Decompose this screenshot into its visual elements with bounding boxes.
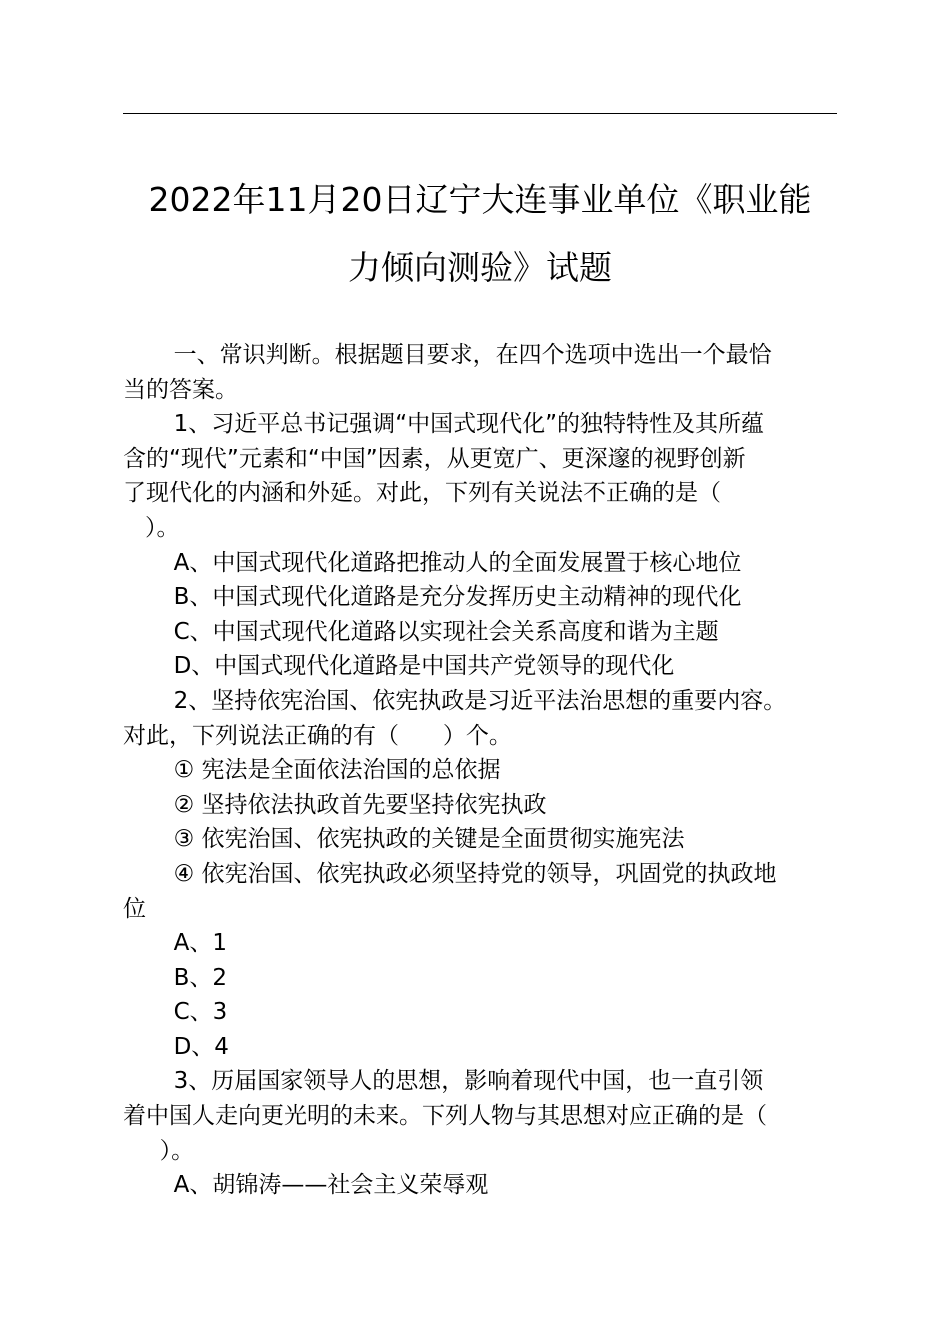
question-2-statement-4: ④ 依宪治国、依宪执政必须坚持党的领导，巩固党的执政地 bbox=[173, 860, 777, 887]
question-2-cont: 对此，下列说法正确的有（ ）个。 bbox=[123, 722, 512, 749]
section-intro-cont: 当的答案。 bbox=[123, 376, 238, 403]
question-1: 1、习近平总书记强调“中国式现代化”的独特特性及其所蕴 bbox=[173, 411, 765, 438]
question-1-option-c: C、中国式现代化道路以实现社会关系高度和谐为主题 bbox=[173, 618, 719, 645]
question-2-statement-1: ① 宪法是全面依法治国的总依据 bbox=[173, 757, 501, 784]
question-2-option-a: A、1 bbox=[173, 930, 227, 957]
question-1-option-d: D、中国式现代化道路是中国共产党领导的现代化 bbox=[173, 653, 675, 680]
question-3: 3、历届国家领导人的思想，影响着现代中国，也一直引领 bbox=[173, 1068, 764, 1095]
question-1-cont: 了现代化的内涵和外延。对此，下列有关说法不正确的是（ bbox=[123, 480, 721, 507]
document-body bbox=[123, 338, 837, 1203]
question-2-option-b: B、2 bbox=[173, 964, 228, 991]
question-2-statement-3: ③ 依宪治国、依宪执政的关键是全面贯彻实施宪法 bbox=[173, 826, 685, 853]
question-2-statement-4-cont: 位 bbox=[123, 895, 146, 922]
document-title-line-1: 2022年11月20日辽宁大连事业单位《职业能 bbox=[148, 180, 812, 219]
question-2-statement-2: ② 坚持依法执政首先要坚持依宪执政 bbox=[173, 791, 547, 818]
header-rule bbox=[123, 113, 837, 114]
question-1-option-a: A、中国式现代化道路把推动人的全面发展置于核心地位 bbox=[173, 549, 742, 576]
question-2: 2、坚持依宪治国、依宪执政是习近平法治思想的重要内容。 bbox=[173, 687, 787, 714]
section-intro: 一、常识判断。根据题目要求，在四个选项中选出一个最恰 bbox=[173, 342, 772, 368]
question-3-cont: 着中国人走向更光明的未来。下列人物与其思想对应正确的是（ bbox=[123, 1103, 767, 1130]
question-1-cont: ）。 bbox=[123, 514, 180, 541]
question-1-cont: 含的“现代”元素和“中国”因素，从更宽广、更深邃的视野创新 bbox=[123, 445, 746, 472]
question-2-option-c: C、3 bbox=[173, 999, 228, 1026]
question-1-option-b: B、中国式现代化道路是充分发挥历史主动精神的现代化 bbox=[173, 584, 742, 611]
document-title-line-2: 力倾向测验》试题 bbox=[348, 248, 612, 287]
question-3-cont: ）。 bbox=[123, 1137, 195, 1164]
question-2-option-d: D、4 bbox=[173, 1033, 229, 1060]
question-3-option-a: A、胡锦涛——社会主义荣辱观 bbox=[173, 1172, 489, 1199]
